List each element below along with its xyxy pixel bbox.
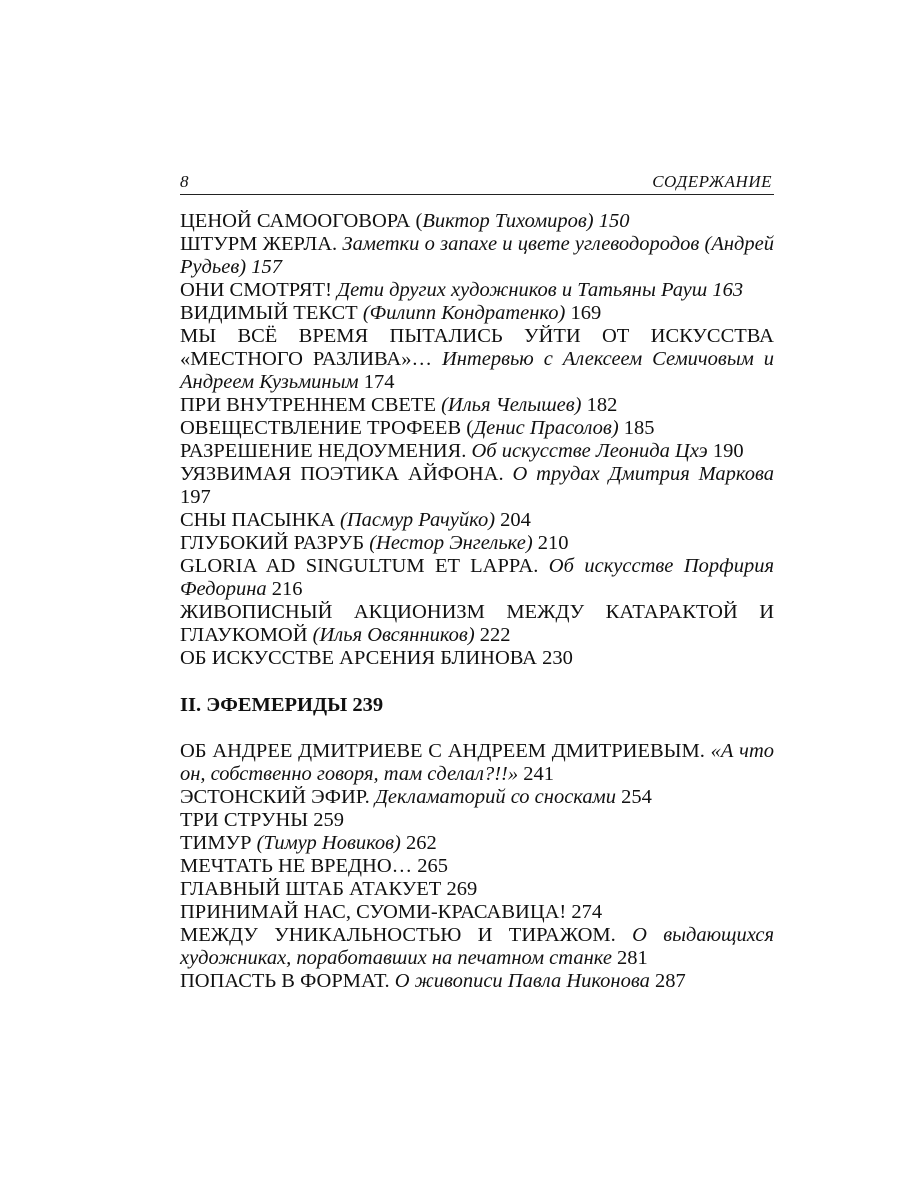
toc-entry-description: Заметки о запахе и цвете углеводородов (Андрей Рудьев) 157 bbox=[180, 233, 774, 278]
toc-entry-page: 210 bbox=[532, 532, 569, 554]
toc-entry-title: ПРИНИМАЙ НАС, СУОМИ-КРАСАВИЦА! 274 bbox=[180, 901, 603, 923]
toc-entry-title: ПРИ ВНУТРЕННЕМ СВЕТЕ bbox=[180, 394, 442, 416]
toc-entry bbox=[180, 279, 774, 302]
toc-entry-title: ГЛУБОКИЙ РАЗРУБ bbox=[180, 532, 370, 554]
toc-entry bbox=[180, 233, 774, 279]
toc-entry-title: МЕЖДУ УНИКАЛЬНОСТЬЮ И ТИРАЖОМ. bbox=[180, 924, 633, 946]
toc-entry bbox=[180, 740, 774, 786]
toc-entry-title: ЦЕНОЙ САМООГОВОРА ( bbox=[180, 210, 423, 232]
toc-entry-page: 222 bbox=[474, 624, 511, 646]
toc-entry-description: Интервью с Алексеем Семичовым и Андреем Кузьминым bbox=[180, 348, 774, 393]
toc-entry-description: Об искусстве Леонида Цхэ bbox=[471, 440, 708, 462]
toc-entry-page: 197 bbox=[180, 486, 211, 508]
toc-entry-title: СНЫ ПАСЫНКА bbox=[180, 509, 341, 531]
toc-entry-page: 174 bbox=[358, 371, 395, 393]
toc-entry-page: 169 bbox=[565, 302, 602, 324]
toc-entry-description: (Нестор Энгельке) bbox=[369, 532, 533, 554]
toc-entry bbox=[180, 394, 774, 417]
section-name: СОДЕРЖАНИЕ bbox=[652, 172, 772, 191]
toc-entry-description: О выдающихся художниках, поработавших на печатном станке bbox=[180, 924, 774, 969]
toc-entry-page: 262 bbox=[400, 832, 437, 854]
toc-entry bbox=[180, 509, 774, 532]
toc-entry-title: МЫ ВСЁ ВРЕМЯ ПЫТАЛИСЬ УЙТИ ОТ ИСКУССТВА «МЕСТНОГО РАЗЛИВА»… bbox=[180, 325, 774, 370]
toc-entry bbox=[180, 832, 774, 855]
toc-entry-page: 241 bbox=[518, 763, 555, 785]
toc-entry-title: РАЗРЕШЕНИЕ НЕДОУМЕНИЯ. bbox=[180, 440, 472, 462]
toc-entry bbox=[180, 417, 774, 440]
toc-entry-title: ШТУРМ ЖЕРЛА. bbox=[180, 233, 343, 255]
toc-entry-page: 182 bbox=[581, 394, 618, 416]
toc-entry-description: (Пасмур Рачуйко) bbox=[340, 509, 496, 531]
toc-entry-description: Денис Прасолов) bbox=[473, 417, 619, 439]
toc-entry-description: (Филипп Кондратенко) bbox=[362, 302, 566, 324]
toc-entry bbox=[180, 302, 774, 325]
toc-entry-title: УЯЗВИМАЯ ПОЭТИКА АЙФОНА. bbox=[180, 463, 513, 485]
toc-entry-title: ЭСТОНСКИЙ ЭФИР. bbox=[180, 786, 375, 808]
toc-entry bbox=[180, 924, 774, 970]
toc-entry-title: GLORIA AD SINGULTUM ET LAPPA. bbox=[180, 555, 549, 577]
toc-entry-description: (Илья Челышев) bbox=[441, 394, 582, 416]
toc-entry-description: Дети других художников и Татьяны Рауш 163 bbox=[337, 279, 744, 301]
toc-entry-page: 254 bbox=[615, 786, 652, 808]
toc-entry bbox=[180, 555, 774, 601]
toc-entry-page: 190 bbox=[707, 440, 744, 462]
toc-entry bbox=[180, 532, 774, 555]
toc-entry-description: О живописи Павла Никонова bbox=[394, 970, 650, 992]
toc-entry-title: ТИМУР bbox=[180, 832, 257, 854]
toc-entry-description: Декламаторий со сносками bbox=[374, 786, 616, 808]
toc-entry-description: (Тимур Новиков) bbox=[256, 832, 401, 854]
toc-entry-description: Об искусстве Порфирия Федорина bbox=[180, 555, 774, 600]
toc-block-part2 bbox=[180, 740, 774, 993]
toc-entry-page: 281 bbox=[611, 947, 648, 969]
toc-entry bbox=[180, 878, 774, 901]
toc-block-part1 bbox=[180, 210, 774, 670]
toc-entry-title: ОНИ СМОТРЯТ! bbox=[180, 279, 338, 301]
toc-entry-title: ОБ АНДРЕЕ ДМИТРИЕВЕ С АНДРЕЕМ ДМИТРИЕВЫМ. bbox=[180, 740, 711, 762]
toc-entry-page: 204 bbox=[495, 509, 531, 531]
section-heading: II. ЭФЕМЕРИДЫ 239 bbox=[180, 694, 384, 716]
toc-entry-description: (Илья Овсянников) bbox=[312, 624, 475, 646]
toc-entry-page: 185 bbox=[618, 417, 655, 439]
toc-entry-description: О трудах Дмитрия Маркова bbox=[512, 463, 774, 485]
toc-entry bbox=[180, 786, 774, 809]
toc-entry bbox=[180, 855, 774, 878]
toc-entry-title: ОВЕЩЕСТВЛЕНИЕ ТРОФЕЕВ ( bbox=[180, 417, 474, 439]
toc-entry-title: ОБ ИСКУССТВЕ АРСЕНИЯ БЛИНОВА 230 bbox=[180, 647, 573, 669]
toc-entry-title: ЖИВОПИСНЫЙ АКЦИОНИЗМ МЕЖДУ КАТАРАКТОЙ И ГЛАУКОМОЙ bbox=[180, 601, 774, 646]
running-head bbox=[180, 172, 774, 195]
toc-entry-title: МЕЧТАТЬ НЕ ВРЕДНО… 265 bbox=[180, 855, 449, 877]
toc-entry-page: 287 bbox=[649, 970, 686, 992]
toc-entry-title: ВИДИМЫЙ ТЕКСТ bbox=[180, 302, 363, 324]
toc-entry bbox=[180, 210, 774, 233]
toc-entry bbox=[180, 970, 774, 993]
toc-entry bbox=[180, 601, 774, 647]
toc-entry bbox=[180, 901, 774, 924]
toc-entry-title: ГЛАВНЫЙ ШТАБ АТАКУЕТ 269 bbox=[180, 878, 478, 900]
page-number: 8 bbox=[180, 172, 189, 191]
toc-entry bbox=[180, 325, 774, 394]
toc-entry bbox=[180, 809, 774, 832]
toc-entry-description: «А что он, собственно говоря, там сделал?!!» bbox=[180, 740, 775, 785]
toc-entry bbox=[180, 440, 774, 463]
toc-entry bbox=[180, 463, 774, 509]
toc-entry-title: ПОПАСТЬ В ФОРМАТ. bbox=[180, 970, 395, 992]
toc-entry bbox=[180, 647, 774, 670]
toc-entry-page: 216 bbox=[266, 578, 303, 600]
toc-entry-description: Виктор Тихомиров) 150 bbox=[422, 210, 630, 232]
toc-entry-title: ТРИ СТРУНЫ 259 bbox=[180, 809, 345, 831]
